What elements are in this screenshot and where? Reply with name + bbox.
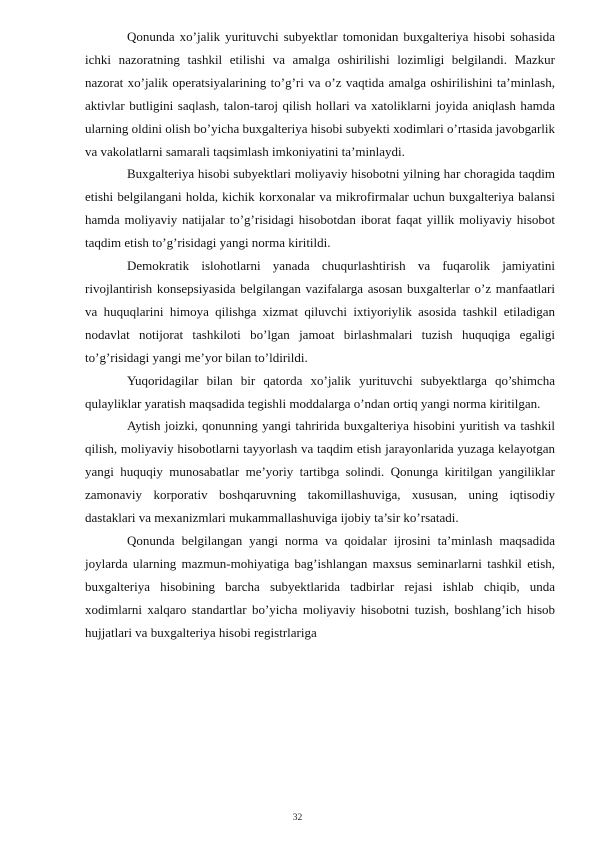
page-body — [85, 26, 555, 644]
paragraph-public-associations: Demokratik islohotlarni yanada chuqurlashtirish va fuqarolik jamiyatini rivojlantirish konsepsiyasida belgilangan vazifalarga asosan buxgalterlar o’z manfaatlari va huquqlarini himoya qilishga xizmat qiluvchi ixtiyoriylik asosida tashkil etiladigan nodavlat notijorat tashkiloti bo’lgan jamoat birlashmalari tuzish huquqiga egaligi to’g’risidagi yangi me’yor bilan to’ldirildi. — [85, 258, 555, 365]
page-number: 32 — [292, 813, 303, 823]
paragraph-implementation: Qonunda belgilangan yangi norma va qoidalar ijrosini ta’minlash maqsadida joylarda ularning mazmun-mohiyatiga bag’ishlangan maxsus seminarlarni tashkil etish, buxgalteriya hisobining barcha subyektlarida tadbirlar rejasi ishlab chiqib, unda xodimlarni xalqaro standartlar bo’yicha moliyaviy hisobotni tuzish, boshlang’ich hisob hujjatlari va buxgalteriya hisobi registrlariga — [85, 532, 555, 640]
paragraph-financial-reporting: Buxgalteriya hisobi subyektlari moliyaviy hisobotni yilning har choragida taqdim etishi belgilangani holda, kichik korxonalar va mikrofirmalar uchun buxgalteriya balansi hamda moliyaviy natijalar to’g’risidagi hisobotdan iborat faqat yillik moliyaviy hisobot taqdim etish to’g’risidagi yangi norma kiritildi. — [85, 166, 555, 251]
paragraph-new-edition: Aytish joizki, qonunning yangi tahririda buxgalteriya hisobini yuritish va tashkil qilish, moliyaviy hisobotlarni tayyorlash va taqdim etish jarayonlarida yuzaga kelayotgan yangi huquqiy munosabatlar me’yoriy tartibga solindi. Qonunga kiritilgan yangiliklar zamonaviy korporativ boshqaruvning takomillashuviga, xususan, uning iqtisodiy dastaklari va mexanizmlari mukammallashuviga ijobiy ta’sir ko’rsatadi. — [85, 418, 555, 526]
paragraph-additional-norms: Yuqoridagilar bilan bir qatorda xo’jalik yurituvchi subyektlarga qo’shimcha qulayliklar yaratish maqsadida tegishli moddalarga o’ndan ortiq yangi norma kiritilgan. — [85, 372, 555, 411]
paragraph-internal-control: Qonunda xo’jalik yurituvchi subyektlar tomonidan buxgalteriya hisobi sohasida ichki nazoratning tashkil etilishi va amalga oshirilishi lozimligi belgilandi. Mazkur nazorat xo’jalik operatsiyalarining to’g’ri va o’z vaqtida amalga oshirilishini ta’minlash, aktivlar butligini saqlash, talon-taroj qilish hollari va xatoliklarni joyida aniqlash hamda ularning oldini olish bo’yicha buxgalteriya hisobi subyekti xodimlari o’rtasida javobgarlik va vakolatlarni samarali taqsimlash imkoniyatini ta’minlaydi. — [85, 29, 555, 159]
